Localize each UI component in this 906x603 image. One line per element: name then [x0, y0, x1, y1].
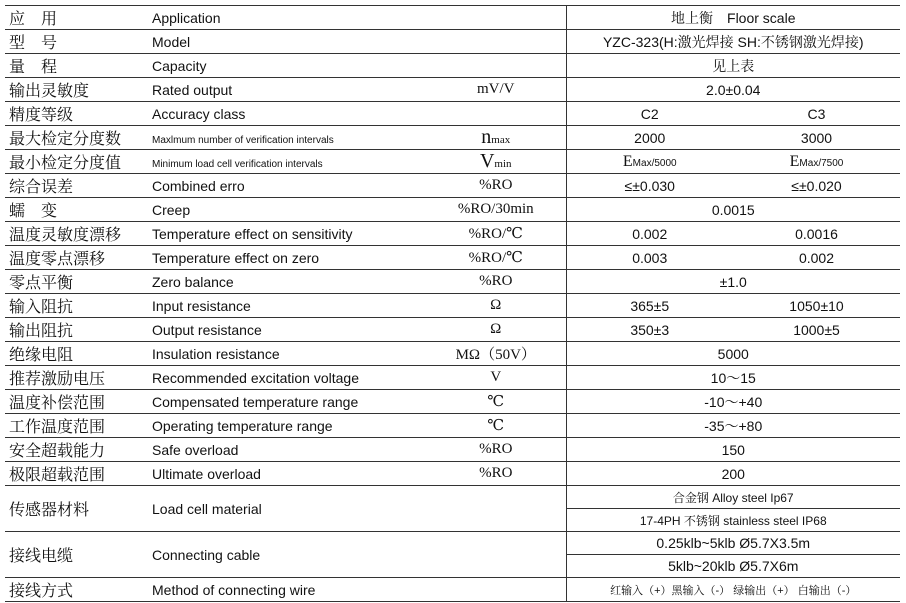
- row-ultimate-overload: [5, 462, 900, 486]
- unit: MΩ（50V）: [455, 347, 536, 363]
- value: -35～+80: [566, 414, 900, 438]
- row-temp-effect-zero: [5, 246, 900, 270]
- label-zh: 输出阻抗: [9, 321, 74, 340]
- unit: %RO: [479, 465, 513, 481]
- value-c3: 0.0016: [795, 225, 838, 242]
- value: 150: [566, 438, 900, 462]
- label-zh: 推荐激励电压: [9, 369, 106, 388]
- row-creep: [5, 198, 900, 222]
- value-cable-short: 0.25klb~5klb Ø5.7X3.5m: [566, 532, 900, 555]
- unit: %RO/℃: [468, 226, 523, 242]
- label-zh: 型 号: [9, 33, 58, 52]
- unit: [426, 54, 566, 78]
- label-en-text: Maxlmum number of verification intervals: [152, 134, 334, 146]
- label-zh: 最大检定分度数: [9, 129, 122, 148]
- value-stainless-steel: 17-4PH 不锈钢 stainless steel IP68: [566, 509, 900, 532]
- row-model: [5, 30, 900, 54]
- value-c2: 350±3: [566, 318, 733, 342]
- label-en: Input resistance: [152, 297, 251, 314]
- unit-main: V: [479, 150, 495, 172]
- label-en: Application: [152, 9, 221, 26]
- row-zero-balance: [5, 270, 900, 294]
- label-zh: 应 用: [9, 9, 58, 28]
- label-en: Recommended excitation voltage: [152, 369, 360, 386]
- label-zh: 工作温度范围: [9, 417, 106, 436]
- label-en: Combined erro: [152, 177, 245, 194]
- label-en: Creep: [152, 201, 191, 218]
- value-c3: 3000: [800, 129, 833, 146]
- label-zh: 传感器材料: [5, 486, 148, 532]
- unit: [426, 102, 566, 126]
- unit: [426, 486, 566, 532]
- unit-main: n: [481, 126, 492, 148]
- value-c2: [566, 150, 733, 174]
- row-compensated-temp-range: [5, 390, 900, 414]
- label-zh: 接线方式: [9, 581, 74, 600]
- unit: ℃: [487, 394, 505, 410]
- unit: [426, 532, 566, 578]
- label-en: Connecting cable: [148, 532, 426, 578]
- row-application: [5, 6, 900, 30]
- label-en: Safe overload: [152, 441, 239, 458]
- row-operating-temp-range: [5, 414, 900, 438]
- label-en: Temperature effect on sensitivity: [152, 225, 353, 242]
- value-c3: 0.002: [798, 249, 835, 266]
- row-cable-1: [5, 532, 900, 555]
- row-excitation-voltage: [5, 366, 900, 390]
- value: 地上衡 Floor scale: [566, 6, 900, 30]
- label-en: Accuracy class: [152, 105, 246, 122]
- value-c2-sub: Max/5000: [632, 157, 677, 169]
- value-c2: ≤±0.030: [566, 174, 733, 198]
- label-en: Temperature effect on zero: [152, 249, 320, 266]
- label-en: Load cell material: [148, 486, 426, 532]
- label-en: [148, 126, 426, 150]
- label-zh: 最小检定分度值: [9, 153, 122, 172]
- value-c3: 1050±10: [789, 297, 844, 314]
- value-c2: 0.003: [566, 246, 733, 270]
- label-en: Capacity: [152, 57, 207, 74]
- row-insulation-resistance: [5, 342, 900, 366]
- unit: %RO: [479, 273, 513, 289]
- label-en: Insulation resistance: [152, 345, 280, 362]
- value: 5000: [566, 342, 900, 366]
- unit: [426, 126, 566, 150]
- value-c3: ≤±0.020: [791, 177, 842, 194]
- row-input-resistance: [5, 294, 900, 318]
- row-wiring: [5, 578, 900, 602]
- label-en: Output resistance: [152, 321, 262, 338]
- unit: [426, 150, 566, 174]
- label-zh: 零点平衡: [9, 273, 74, 292]
- value: 红输入（+）黑输入（-） 绿输出（+） 白输出（-）: [566, 578, 900, 602]
- unit-sub: max: [491, 134, 511, 146]
- unit: Ω: [490, 297, 502, 313]
- label-zh: 极限超载范围: [9, 465, 106, 484]
- label-en: Method of connecting wire: [152, 581, 316, 598]
- value: YZC-323(H:激光焊接 SH:不锈钢激光焊接): [566, 30, 900, 54]
- unit: %RO/30min: [457, 201, 534, 217]
- label-zh: 绝缘电阻: [9, 345, 74, 364]
- label-zh: 温度零点漂移: [9, 249, 106, 268]
- row-combined-error: [5, 174, 900, 198]
- label-zh: 安全超载能力: [9, 441, 106, 460]
- unit-sub: min: [494, 158, 512, 170]
- value-alloy-steel: 合金钢 Alloy steel Ip67: [566, 486, 900, 509]
- value-c2: C2: [566, 102, 733, 126]
- value: 2.0±0.04: [566, 78, 900, 102]
- row-capacity: [5, 54, 900, 78]
- label-en: Compensated temperature range: [152, 393, 359, 410]
- label-zh: 精度等级: [9, 105, 74, 124]
- unit: Ω: [490, 321, 502, 337]
- value: 200: [566, 462, 900, 486]
- unit: mV/V: [477, 81, 515, 97]
- row-output-resistance: [5, 318, 900, 342]
- unit: [426, 30, 566, 54]
- label-zh: 输入阻抗: [9, 297, 74, 316]
- unit: [426, 6, 566, 30]
- value: ±1.0: [566, 270, 900, 294]
- value-c3: 1000±5: [793, 321, 840, 338]
- value: 见上表: [566, 54, 900, 78]
- unit: %RO: [479, 441, 513, 457]
- label-zh: 量 程: [9, 57, 58, 76]
- value: 0.0015: [566, 198, 900, 222]
- value-c2: 365±5: [566, 294, 733, 318]
- row-accuracy-class: [5, 102, 900, 126]
- label-en: Model: [152, 33, 191, 50]
- row-safe-overload: [5, 438, 900, 462]
- value-c3: [733, 150, 900, 174]
- unit: [426, 578, 566, 602]
- label-zh: 蠕 变: [9, 201, 58, 220]
- value-c2: 2000: [566, 126, 733, 150]
- label-zh: 接线电缆: [5, 532, 148, 578]
- label-en: Rated output: [152, 81, 233, 98]
- value-cable-long: 5klb~20klb Ø5.7X6m: [566, 555, 900, 578]
- unit: V: [490, 369, 502, 385]
- label-zh: 输出灵敏度: [9, 81, 90, 100]
- label-zh: 温度灵敏度漂移: [9, 225, 122, 244]
- unit: %RO/℃: [468, 250, 523, 266]
- spec-table: [5, 5, 900, 602]
- row-min-verification-interval: [5, 150, 900, 174]
- label-en: Zero balance: [152, 273, 234, 290]
- unit: %RO: [479, 177, 513, 193]
- label-en: Ultimate overload: [152, 465, 261, 482]
- row-temp-effect-sensitivity: [5, 222, 900, 246]
- row-material-1: [5, 486, 900, 509]
- value: -10～+40: [566, 390, 900, 414]
- label-zh: 综合误差: [9, 177, 74, 196]
- label-zh: 温度补偿范围: [9, 393, 106, 412]
- row-max-verification-intervals: [5, 126, 900, 150]
- value-c2: 0.002: [566, 222, 733, 246]
- label-en-text: Minimum load cell verification intervals: [152, 158, 323, 170]
- value-c2-main: E: [622, 152, 633, 170]
- value-c3-main: E: [789, 152, 800, 170]
- unit: ℃: [487, 418, 505, 434]
- value-c3-sub: Max/7500: [799, 157, 844, 169]
- row-rated-output: [5, 78, 900, 102]
- value-c3: C3: [807, 105, 826, 122]
- label-en: Operating temperature range: [152, 417, 333, 434]
- value: 10～15: [566, 366, 900, 390]
- label-en: [148, 150, 426, 174]
